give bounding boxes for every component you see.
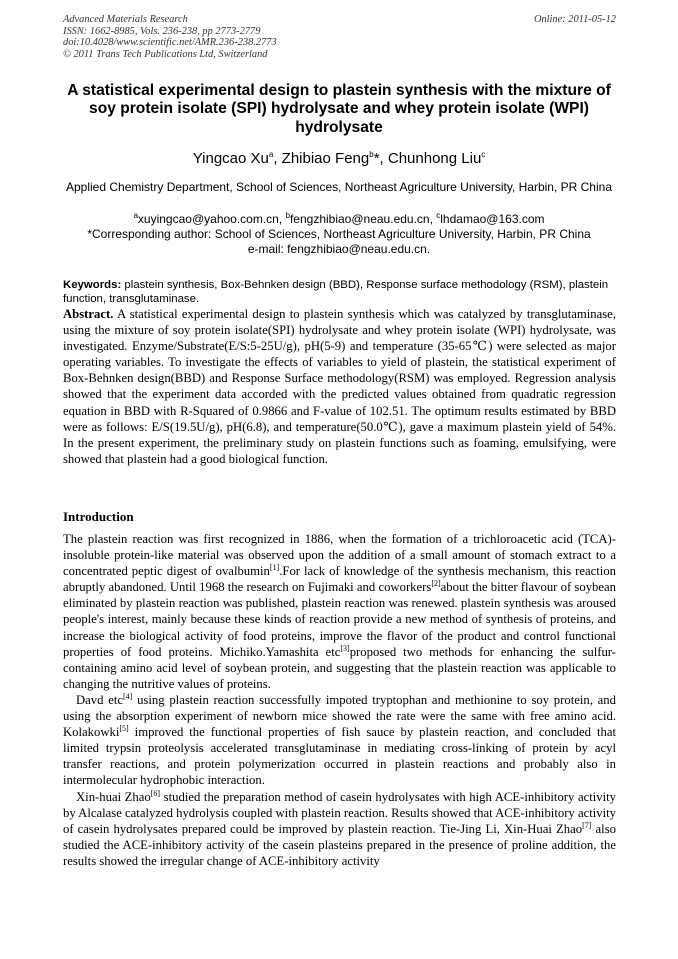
citation-ref[interactable]: [7]	[582, 820, 592, 830]
author-sup: c	[481, 150, 486, 159]
section-heading-introduction: Introduction	[63, 509, 134, 524]
paragraph-text: The plastein reaction was first recognized in 1886, when the formation of a trichloroacetic acid (TCA)-insoluble protein-like material was observed upon the addition of a small amount of stomach extract to a concentrated peptic digest of ovalbumin	[63, 532, 616, 579]
paragraph	[63, 531, 616, 692]
paragraph-text: .For lack of knowledge of the synthesis mechanism, this reaction abruptly abandoned. Until 1968 the research on Fujimaki and coworkers	[63, 564, 617, 595]
corresponding-author: *Corresponding author: School of Sciences, Northeast Agriculture University, Harbin, PR China	[87, 227, 591, 241]
introduction-body	[63, 531, 616, 869]
citation-ref[interactable]: [4]	[123, 691, 133, 701]
author-name: Yingcao Xu	[192, 150, 269, 167]
author-name: Chunhong Liu	[387, 150, 482, 167]
affiliation: Applied Chemistry Department, School of Sciences, Northeast Agriculture University, Harbin, PR China	[65, 180, 612, 194]
author-separator: *,	[373, 150, 388, 167]
paragraph-text: Xin-huai Zhao	[76, 789, 151, 804]
paragraph-text: improved the functional properties of fish sauce by plastein reaction, and concluded that limited trypsin proteolysis accelerated transglutaminase in mediating cross-linking of protein by acyl transfer reactions, and protein polymerization occurred in plastein reactions and probably also in intermolecular hydrophobic interaction.	[63, 725, 616, 788]
citation-ref[interactable]: [6]	[150, 788, 161, 798]
email-address[interactable]: xuyingcao@yahoo.com.cn,	[137, 212, 286, 226]
abstract-text: A statistical experimental design to plastein synthesis which was catalyzed by transglutaminase, using the mixture of soy protein isolate(SPI) hydrolysate and whey protein isolate (WPI) hydrolysate, was investigated. Enzyme/Substrate(E/S:5-25U/g), pH(5-9) and temperature (35-65℃) were selected as major operating variables. To investigate the effects of variables to yield of plastein, the statistical experiment of Box-Behnken design(BBD) and Response Surface methodology(RSM) was employed. Regression analysis showed that the experiment data accorded with the predicted values obtained from quadratic regression equation in BBD with R-Squared of 0.9866 and F-value of 102.51. The optimum results estimated by BBD were as follows: E/S(19.5U/g), pH(6.8), and temperature(50.0℃), gave a maximum plastein yield of 54%. In the present experiment, the preliminary study on plastein functions such as foaming, emulsifying, were showed that plastein had a good biological function.	[63, 307, 616, 466]
paragraph-text: about the bitter flavour of soybean eliminated by plastein reaction was published, plastein reaction was renewed. plastein synthesis was aroused people's interest, mainly because these kinds of reaction provide a new method of synthesis of proteins, and increase the biological activity of food proteins, improve the flavor of the product and control functional properties of food proteins. Michiko.Yamashita etc	[63, 580, 617, 659]
corresponding-email[interactable]: e-mail: fengzhibiao@neau.edu.cn.	[247, 242, 431, 256]
journal-header	[63, 14, 277, 60]
author-name: Zhibiao Feng	[281, 150, 370, 167]
abstract-label: Abstract.	[63, 307, 114, 321]
citation-ref[interactable]: [5]	[119, 723, 129, 733]
author-sup: a	[268, 150, 274, 159]
journal-name: Advanced Materials Research	[63, 14, 188, 25]
email-list	[62, 212, 616, 227]
issn-line: ISSN: 1662-8985, Vols. 236-238, pp 2773-2779	[63, 25, 261, 37]
copyright-line: © 2011 Trans Tech Publications Ltd, Switzerland	[63, 48, 268, 60]
email-sup: a	[133, 211, 138, 220]
paragraph-text: proposed two methods for enhancing the sulfur-containing amino acid level of soybean protein, and suggesting that the plastein reaction was applicable to changing the nutritive values of proteins.	[63, 644, 616, 691]
citation-ref[interactable]: [2]	[431, 579, 441, 589]
online-date: Online: 2011-05-12	[533, 14, 616, 25]
keywords-text: plastein synthesis, Box-Behnken design (BBD), Response surface methodology (RSM), plastein function, transglutaminase.	[63, 279, 609, 305]
email-sup: b	[285, 211, 290, 220]
paragraph-text: also studied the ACE-inhibitory activity of the casein plasteins prepared in the presence of proline addition, the results showed the irregular change of ACE-inhibitory activity	[63, 821, 616, 868]
paper-title: A statistical experimental design to plastein synthesis with the mixture of soy protein isolate (SPI) hydrolysate and whey protein isolate (WPI) hydrolysate	[67, 82, 611, 136]
email-sup: c	[436, 211, 441, 220]
doi-line: doi:10.4028/www.scientific.net/AMR.236-238.2773	[63, 37, 277, 49]
email-address[interactable]: lhdamao@163.com	[440, 212, 545, 226]
contact-block	[62, 212, 616, 257]
author-list	[55, 150, 623, 168]
paragraph-text: using plastein reaction successfully impoted tryptophan and methionine to soy protein, and using the absorption experiment of newborn mice showed the rate were the same with free amino acid. Kolakowki	[63, 692, 616, 740]
author-sup: b	[369, 150, 374, 159]
citation-ref[interactable]: [3]	[340, 643, 350, 653]
paragraph-text: Davd etc	[76, 692, 124, 707]
keywords-label: Keywords:	[63, 279, 122, 291]
keywords	[63, 278, 616, 306]
author-separator: ,	[273, 150, 282, 167]
paragraph	[63, 789, 616, 869]
paragraph	[63, 692, 616, 789]
email-address[interactable]: fengzhibiao@neau.edu.cn,	[289, 212, 437, 226]
abstract	[63, 306, 616, 467]
paragraph-text: studied the preparation method of casein hydrolysates with high ACE-inhibitory activity by Alcalase catalyzed hydrolysis coupled with plastein reaction. Results showed that ACE-inhibitory activity of casein hydrolysates prepared could be improved by plastein reaction. Tie-Jing Li, Xin-Huai Zhao	[63, 789, 617, 836]
citation-ref[interactable]: [1]	[269, 562, 280, 572]
